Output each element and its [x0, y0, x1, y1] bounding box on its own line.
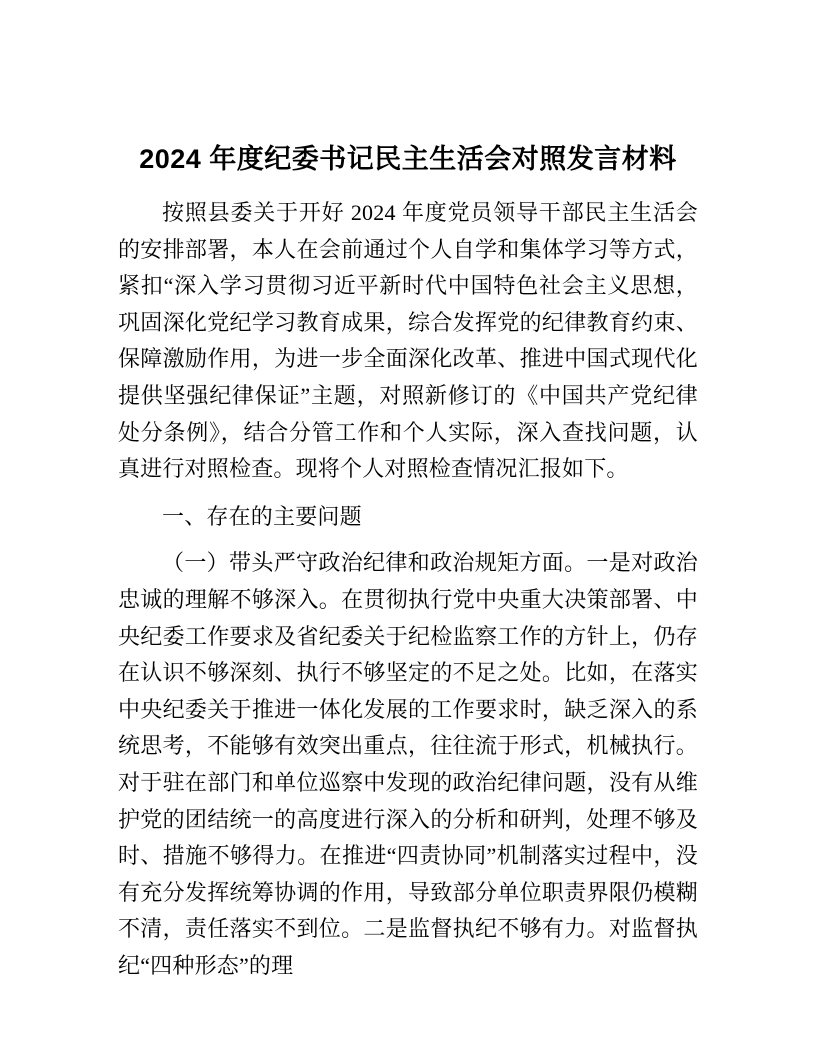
document-content — [118, 137, 698, 984]
paragraph-intro: 按照县委关于开好 2024 年度党员领导干部民主生活会的安排部署，本人在会前通过个人自学和集体学习等方式，紧扣“深入学习贯彻习近平新时代中国特色社会主义思想，巩固深化党纪学习教育成果，综合发挥党的纪律教育约束、保障激励作用，为进一步全面深化改革、推进中国式现代化提供坚强纪律保证”主题，对照新修订的《中国共产党纪律处分条例》，结合分管工作和个人实际，深入查找问题，认真进行对照检查。现将个人对照检查情况汇报如下。 — [118, 200, 698, 482]
section-heading-main-problems: 一、存在的主要问题 — [162, 503, 362, 529]
paragraph-problem-section-1: （一）带头严守政治纪律和政治规矩方面。一是对政治忠诚的理解不够深入。在贯彻执行党中央重大决策部署、中央纪委工作要求及省纪委关于纪检监察工作的方针上，仍存在认识不够深刻、执行不够坚定的不足之处。比如，在落实中央纪委关于推进一体化发展的工作要求时，缺乏深入的系统思考，不能够有效突出重点，往往流于形式，机械执行。对于驻在部门和单位巡察中发现的政治纪律问题，没有从维护党的团结统一的高度进行深入的分析和研判，处理不够及时、措施不够得力。在推进“四责协同”机制落实过程中，没有充分发挥统筹协调的作用，导致部分单位职责界限仍模糊不清，责任落实不到位。二是监督执纪不够有力。对监督执纪“四种形态”的理 — [118, 550, 698, 978]
document-title: 2024 年度纪委书记民主生活会对照发言材料 — [139, 144, 677, 174]
